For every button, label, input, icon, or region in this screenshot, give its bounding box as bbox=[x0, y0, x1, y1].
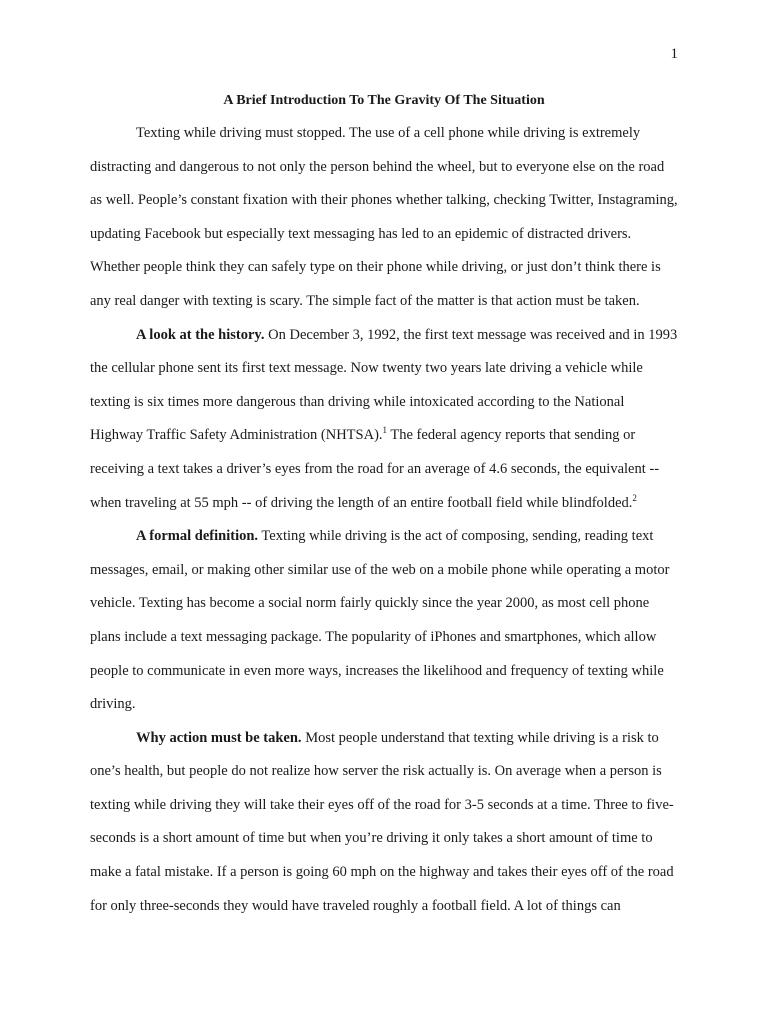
footnote-ref-2[interactable]: 2 bbox=[632, 492, 637, 503]
heading-history: A look at the history. bbox=[136, 326, 265, 343]
document-title: A Brief Introduction To The Gravity Of The Situation bbox=[223, 93, 545, 108]
paragraph-history-text-b: The federal agency reports that sending or receiving a text takes a driver’s eyes from the road for an average of 4.6 seconds, the equivalent -- when traveling at 55 mph -- of driving the length of an entire football field while blindfolded. bbox=[90, 427, 660, 511]
paragraph-intro-text: Texting while driving must stopped. The use of a cell phone while driving is extremely distracting and dangerous to not only the person behind the wheel, but to everyone else on the road as well. People’s constant fixation with their phones whether talking, checking Twitter, Instagraming, updating Facebook but especially text messaging has led to an epidemic of distracted drivers. Whether people think they can safely type on their phone while driving, or just don’t think there is any real danger with texting is scary. The simple fact of the matter is that action must be taken. bbox=[90, 125, 678, 309]
page-number: 1 bbox=[670, 46, 678, 62]
paragraph-definition-text: Texting while driving is the act of composing, sending, reading text messages, email, or making other similar use of the web on a mobile phone while operating a motor vehicle. Texting has become a social norm fairly quickly since the year 2000, as most cell phone plans include a text messaging package. The popularity of iPhones and smartphones, which allow people to communicate in even more ways, increases the likelihood and frequency of texting while driving. bbox=[90, 528, 670, 713]
footnote-ref-1[interactable]: 1 bbox=[382, 425, 388, 436]
paragraph-action bbox=[90, 722, 678, 924]
paragraph-intro bbox=[90, 117, 678, 319]
paragraph-action-text: Most people understand that texting while driving is a risk to one’s health, but people do not realize how server the risk actually is. On average when a person is texting while driving they will take their eyes off of the road for 3-5 seconds at a time. Three to five-seconds is a short amount of time but when you’re driving it only takes a short amount of time to make a fatal mistake. If a person is going 60 mph on the highway and takes their eyes off of the road for only three-seconds they would have traveled roughly a football field. A lot of things can bbox=[90, 729, 674, 914]
paragraph-definition bbox=[90, 520, 678, 722]
paragraph-history bbox=[90, 319, 678, 521]
heading-definition: A formal definition. bbox=[136, 528, 259, 545]
heading-action: Why action must be taken. bbox=[136, 729, 302, 746]
paragraph-history-text-a: On December 3, 1992, the first text message was received and in 1993 the cellular phone sent its first text message. Now twenty two years late driving a vehicle while texting is six times more dangerous than driving while intoxicated according to the National Highway Traffic Safety Administration (NHTSA). bbox=[90, 326, 678, 444]
document-body bbox=[90, 88, 678, 923]
